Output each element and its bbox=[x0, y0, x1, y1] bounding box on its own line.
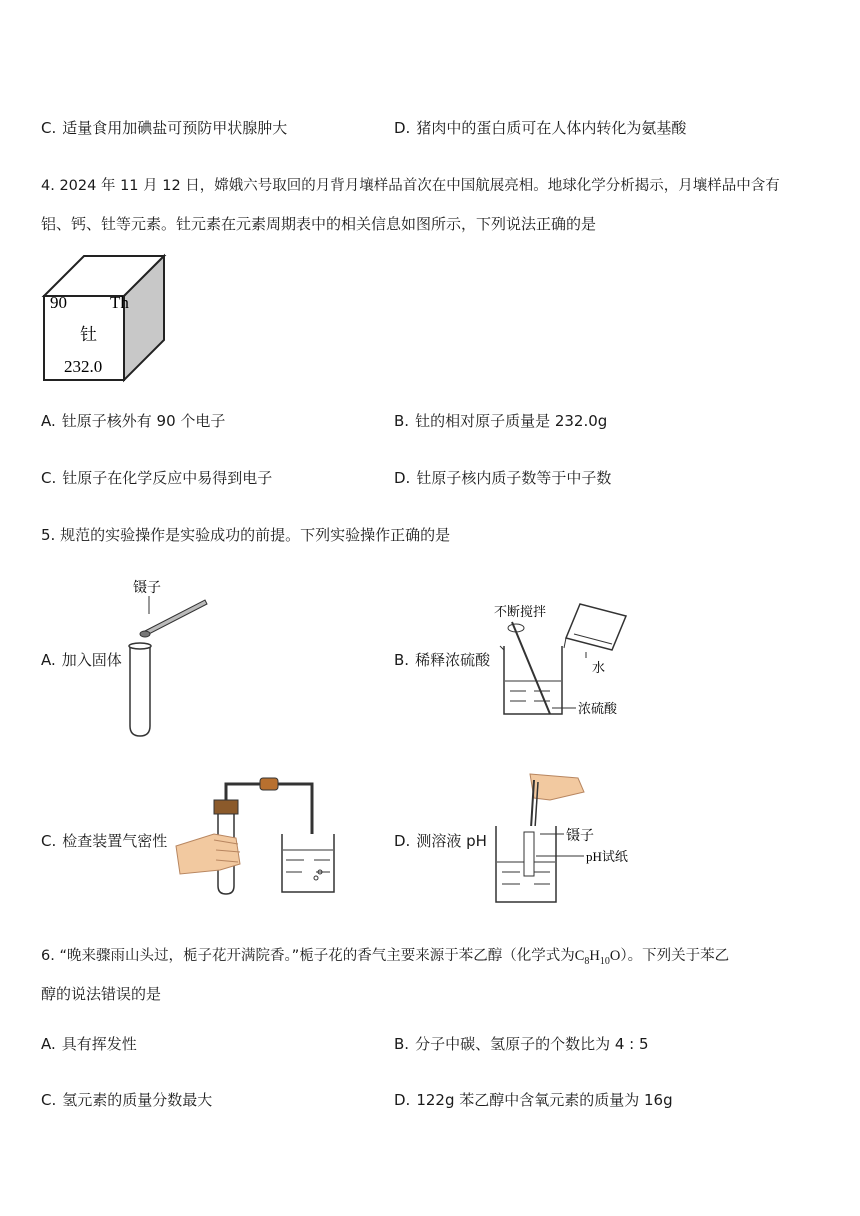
q6-stem-suffix: ）。下列关于苯乙 bbox=[620, 948, 730, 964]
water-label: 水 bbox=[592, 660, 606, 675]
option-letter: D. bbox=[394, 469, 411, 487]
element-atomic-number: 90 bbox=[50, 293, 67, 312]
airtight-check-figure bbox=[174, 774, 342, 898]
option-letter: B. bbox=[394, 651, 410, 669]
q6-stem-line2: 醇的说法错误的是 bbox=[41, 985, 162, 1003]
element-name: 钍 bbox=[80, 325, 97, 344]
ph-test-figure bbox=[490, 770, 638, 908]
formula-o: O bbox=[609, 948, 621, 964]
q6-option-c bbox=[41, 1089, 212, 1110]
stir-label: 不断搅拌 bbox=[494, 604, 547, 619]
option-letter: C. bbox=[41, 832, 57, 850]
option-letter: C. bbox=[41, 1091, 57, 1109]
q5-option-d bbox=[394, 830, 487, 851]
formula-h-sub: 10 bbox=[599, 955, 610, 967]
option-letter: D. bbox=[394, 119, 411, 137]
q4-stem-line2: 铝、钙、钍等元素。钍元素在元素周期表中的相关信息如图所示，下列说法正确的是 bbox=[41, 215, 597, 233]
q4-option-b bbox=[394, 410, 607, 431]
option-text: 适量食用加碘盐可预防甲状腺肿大 bbox=[62, 119, 288, 137]
dilution-figure bbox=[490, 596, 640, 722]
q5-option-b bbox=[394, 649, 490, 670]
option-text: 猪肉中的蛋白质可在人体内转化为氨基酸 bbox=[416, 119, 687, 137]
element-atomic-mass: 232.0 bbox=[64, 357, 103, 376]
acid-label: 浓硫酸 bbox=[578, 701, 618, 716]
tweezer-label: 镊子 bbox=[133, 581, 161, 596]
chemical-formula bbox=[574, 948, 621, 967]
q6-option-a bbox=[41, 1033, 137, 1054]
q5-option-a bbox=[41, 649, 122, 670]
option-text: 分子中碳、氢原子的个数比为 4 : 5 bbox=[415, 1035, 649, 1053]
formula-c: C bbox=[574, 948, 585, 964]
q4-option-d bbox=[394, 467, 611, 488]
option-text: 氢元素的质量分数最大 bbox=[62, 1091, 213, 1109]
tweezer-label: 镊子 bbox=[566, 829, 594, 844]
q3-option-c bbox=[41, 117, 287, 138]
option-letter: D. bbox=[394, 1091, 411, 1109]
option-text: 加入固体 bbox=[61, 651, 122, 669]
q6-stem-prefix: 6. “晚来骤雨山头过，栀子花开满院香。”栀子花的香气主要来源于苯乙醇（化学式为 bbox=[41, 948, 575, 964]
option-text: 具有挥发性 bbox=[61, 1035, 137, 1053]
q6-option-b bbox=[394, 1033, 649, 1054]
option-text: 钍原子在化学反应中易得到电子 bbox=[62, 469, 273, 487]
tweezer-test-tube-figure bbox=[125, 574, 215, 738]
option-letter: B. bbox=[394, 1035, 410, 1053]
option-text: 钍原子核外有 90 个电子 bbox=[61, 412, 226, 430]
formula-c-sub: 8 bbox=[584, 955, 590, 967]
option-text: 稀释浓硫酸 bbox=[415, 651, 491, 669]
formula-h: H bbox=[589, 948, 600, 964]
option-letter: A. bbox=[41, 412, 56, 430]
option-letter: D. bbox=[394, 832, 411, 850]
option-letter: C. bbox=[41, 119, 57, 137]
option-letter: A. bbox=[41, 1035, 56, 1053]
q6-option-d bbox=[394, 1089, 673, 1110]
ph-paper-label: pH试纸 bbox=[586, 849, 628, 864]
option-letter: A. bbox=[41, 651, 56, 669]
q6-stem-line1 bbox=[41, 944, 729, 967]
option-text: 钍的相对原子质量是 232.0g bbox=[415, 412, 608, 430]
element-symbol: Th bbox=[110, 293, 129, 312]
option-letter: C. bbox=[41, 469, 57, 487]
q4-option-a bbox=[41, 410, 225, 431]
option-text: 122g 苯乙醇中含氧元素的质量为 16g bbox=[416, 1091, 673, 1109]
q4-option-c bbox=[41, 467, 272, 488]
option-text: 测溶液 pH bbox=[416, 832, 487, 850]
q5-stem: 5. 规范的实验操作是实验成功的前提。下列实验操作正确的是 bbox=[41, 526, 451, 544]
option-text: 钍原子核内质子数等于中子数 bbox=[416, 469, 612, 487]
option-text: 检查装置气密性 bbox=[62, 832, 168, 850]
option-letter: B. bbox=[394, 412, 410, 430]
q4-stem-line1: 4. 2024 年 11 月 12 日，嫦娥六号取回的月背月壤样品首次在中国航展亮相。地球化学分析揭示，月壤样品中含有 bbox=[41, 178, 780, 194]
q3-option-d bbox=[394, 117, 686, 138]
element-cell-figure bbox=[40, 252, 170, 384]
q5-option-c bbox=[41, 830, 167, 851]
